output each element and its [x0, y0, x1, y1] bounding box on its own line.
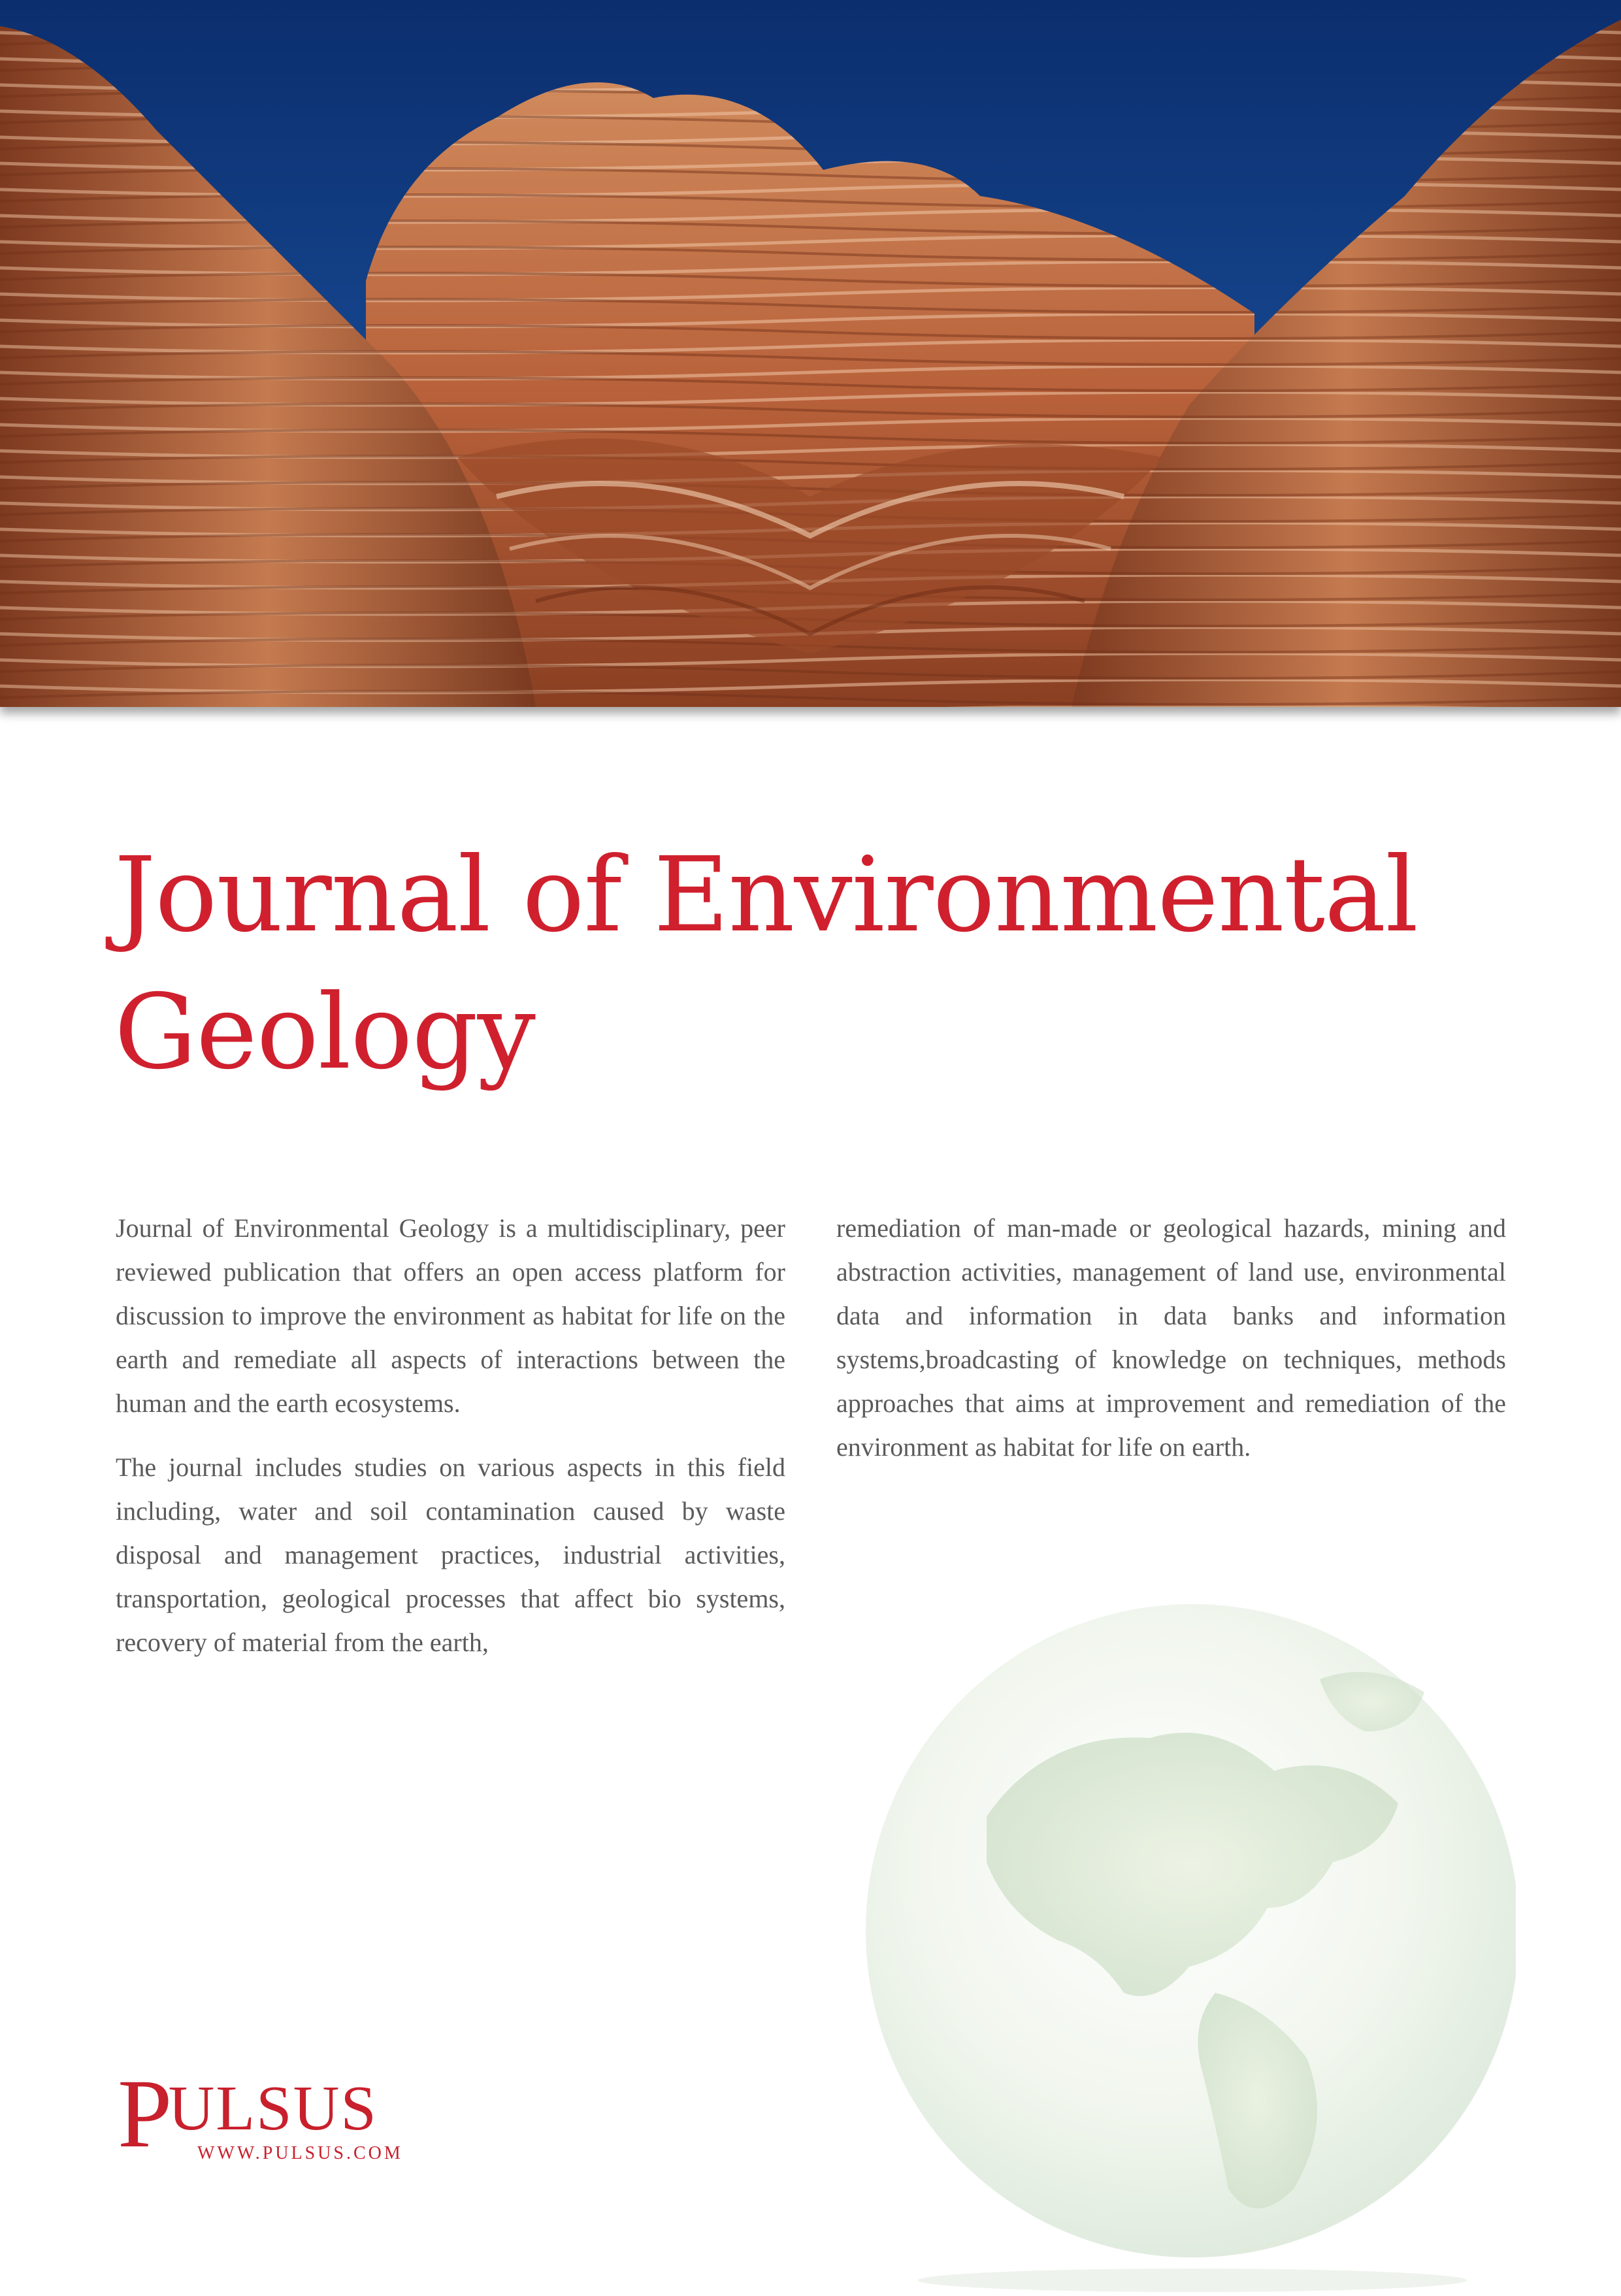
- hero-photo: [0, 0, 1621, 707]
- body-column-left: [116, 1206, 785, 1684]
- pulsus-name: ULSUS: [168, 2073, 378, 2144]
- pulsus-initial: P: [118, 2059, 172, 2168]
- pulsus-logo[interactable]: [118, 2059, 457, 2169]
- journal-title-line-2: Geology: [114, 972, 535, 1092]
- sandstone-wave-image: [0, 0, 1621, 707]
- pulsus-url[interactable]: WWW.PULSUS.COM: [197, 2143, 403, 2163]
- journal-title: [114, 827, 1519, 1101]
- journal-title-line-1: Journal of Environmental: [114, 835, 1418, 955]
- body-paragraph: remediation of man-made or geological hazards, mining and abstraction activities, management of land use, environmental data and information in data banks and information systems,broadcasting of knowledge on techniques, methods approaches that aims at improvement and remediation of the environment as habitat for life on earth.: [836, 1213, 1506, 1462]
- body-column-right: [836, 1206, 1506, 1489]
- body-paragraph: The journal includes studies on various aspects in this field including, water and soil contamination caused by waste disposal and management practices, industrial activities, transportation, geological processes that affect bio systems, recovery of material from the earth,: [116, 1452, 785, 1657]
- globe-icon: [849, 1601, 1516, 2293]
- body-paragraph: Journal of Environmental Geology is a multidisciplinary, peer reviewed publication that offers an open access platform for discussion to improve the environment as habitat for life on the earth and remediate all aspects of interactions between the human and the earth ecosystems.: [116, 1213, 785, 1418]
